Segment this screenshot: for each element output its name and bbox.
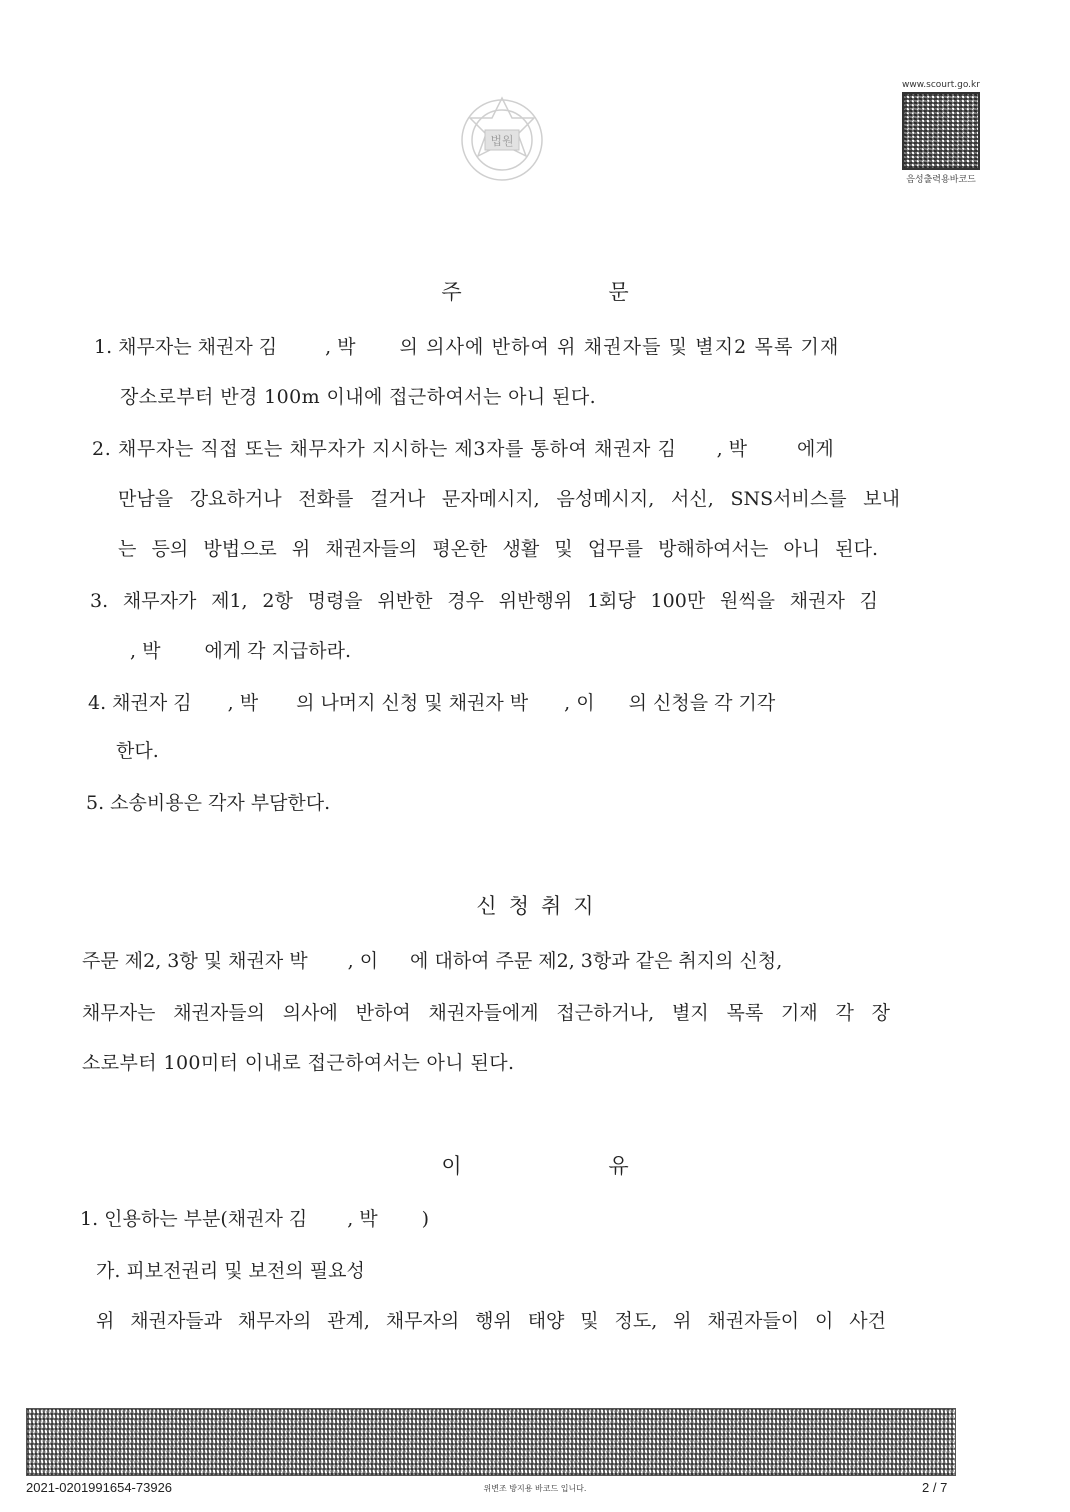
document-number: 2021-0201991654-73926 [26, 1480, 173, 1495]
seal-text: 법원 [490, 134, 514, 148]
jumun-item4-line1: 4. 채권자 김 , 박 의 나머지 신청 및 채권자 박 , 이 의 신청을 각 기각 [88, 692, 776, 714]
jumun-item2-line1: 2. 채무자는 직접 또는 채무자가 지시하는 제3자를 통하여 채권자 김 , 박 에게 [92, 438, 834, 460]
anti-forgery-barcode [26, 1408, 956, 1476]
jumun-item5: 5. 소송비용은 각자 부담한다. [86, 792, 331, 814]
iyu-subheading-1: 1. 인용하는 부분(채권자 김 , 박 ) [80, 1208, 430, 1230]
jumun-item4-line2: 한다. [116, 740, 159, 762]
jumun-item3-line2: , 박 에게 각 지급하라. [130, 640, 352, 662]
barcode-note: 위변조 방지용 바코드 입니다. [483, 1484, 587, 1493]
sincheong-line3: 소로부터 100미터 이내로 접근하여서는 아니 된다. [82, 1052, 515, 1074]
jumun-item2-line2: 만남을 강요하거나 전화를 걸거나 문자메시지, 음성메시지, 서신, SNS서비스를 보내 [118, 488, 900, 510]
sincheong-line2: 채무자는 채권자들의 의사에 반하여 채권자들에게 접근하거나, 별지 목록 기재 각 장 [82, 1002, 890, 1024]
qr-url: www.scourt.go.kr [902, 80, 980, 90]
qr-code-block [898, 80, 984, 185]
heading-sincheong: 신청취지 [476, 894, 606, 918]
iyu-paragraph-1: 위 채권자들과 채무자의 관계, 채무자의 행위 태양 및 정도, 위 채권자들이 이 사건 [96, 1310, 886, 1332]
qr-code [902, 92, 980, 170]
heading-jumun: 주 문 [441, 280, 699, 304]
page-number: 2 / 7 [922, 1480, 948, 1495]
jumun-item3-line1: 3. 채무자가 제1, 2항 명령을 위반한 경우 위반행위 1회당 100만 원씩을 채권자 김 [90, 590, 878, 612]
jumun-item1-line2: 장소로부터 반경 100m 이내에 접근하여서는 아니 된다. [120, 386, 597, 408]
iyu-subheading-ga: 가. 피보전권리 및 보전의 필요성 [96, 1260, 365, 1282]
sincheong-line1: 주문 제2, 3항 및 채권자 박 , 이 에 대하여 주문 제2, 3항과 같은 취지의 신청, [82, 950, 783, 972]
jumun-item1-line1: 1. 채무자는 채권자 김 , 박 의 의사에 반하여 위 채권자들 및 별지2 목록 기재 [94, 336, 840, 358]
qr-caption: 음성출력용바코드 [906, 175, 976, 185]
court-seal-watermark [452, 88, 552, 188]
heading-iyu: 이 유 [441, 1154, 699, 1178]
jumun-item2-line3: 는 등의 방법으로 위 채권자들의 평온한 생활 및 업무를 방해하여서는 아니 된다. [118, 538, 878, 560]
